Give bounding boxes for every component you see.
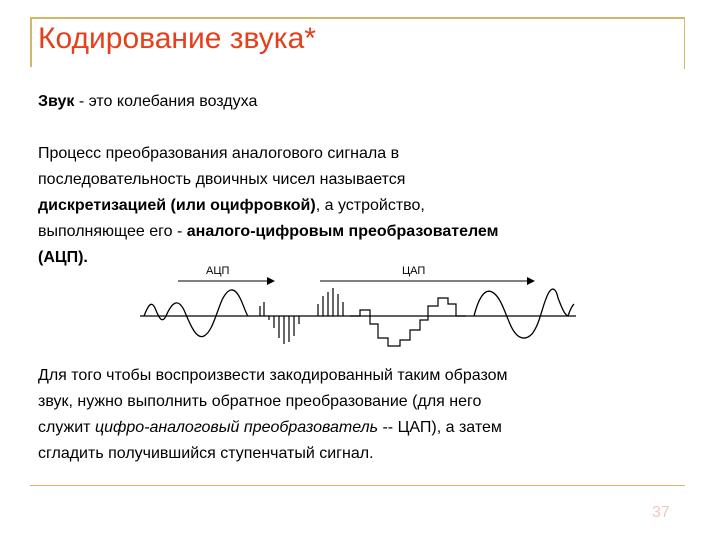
- adc-line-3-rest: , а устройство,: [315, 197, 425, 214]
- dac-line-3-rest: -- ЦАП), а затем: [378, 419, 502, 436]
- definition-text: - это колебания воздуха: [74, 93, 258, 110]
- stepped-dac-output: [350, 298, 466, 346]
- adc-line-4: [38, 219, 688, 245]
- right-rule: [684, 17, 685, 69]
- page-number: 37: [652, 504, 670, 521]
- left-rule: [30, 17, 32, 67]
- analog-input-wave: [144, 290, 248, 337]
- adc-line-1: Процесс преобразования аналогового сигнала в: [38, 145, 400, 162]
- analog-output-wave: [474, 289, 574, 338]
- term-sound: Звук: [38, 93, 75, 110]
- signal-conversion-diagram: [138, 258, 583, 358]
- term-adc-abbrev: (АЦП).: [38, 249, 88, 266]
- dac-line-4: сгладить получившийся ступенчатый сигнал.: [38, 445, 374, 462]
- top-rule: [30, 17, 685, 19]
- adc-paragraph: [38, 141, 688, 271]
- bottom-rule: [30, 485, 685, 486]
- dac-paragraph: [38, 363, 688, 467]
- dac-line-3: [38, 415, 688, 441]
- adc-line-4-lead: выполняющее его -: [38, 223, 187, 240]
- adc-line-3: [38, 193, 688, 219]
- slide-title: Кодирование звука*: [38, 22, 316, 55]
- term-dac: цифро-аналоговый преобразователь: [94, 419, 379, 436]
- term-discretization: дискретизацией (или оцифровкой): [38, 197, 316, 214]
- adc-line-2: последовательность двоичных чисел называется: [38, 171, 406, 188]
- dac-line-3-lead: служит: [38, 419, 95, 436]
- definition-paragraph: [38, 89, 688, 115]
- term-adc: аналого-цифровым преобразователем: [186, 223, 499, 240]
- dac-line-1: Для того чтобы воспроизвести закодированный таким образом: [38, 367, 508, 384]
- dac-label: ЦАП: [402, 265, 426, 277]
- adc-label: АЦП: [206, 265, 230, 277]
- dac-line-2: звук, нужно выполнить обратное преобразование (для него: [38, 393, 482, 410]
